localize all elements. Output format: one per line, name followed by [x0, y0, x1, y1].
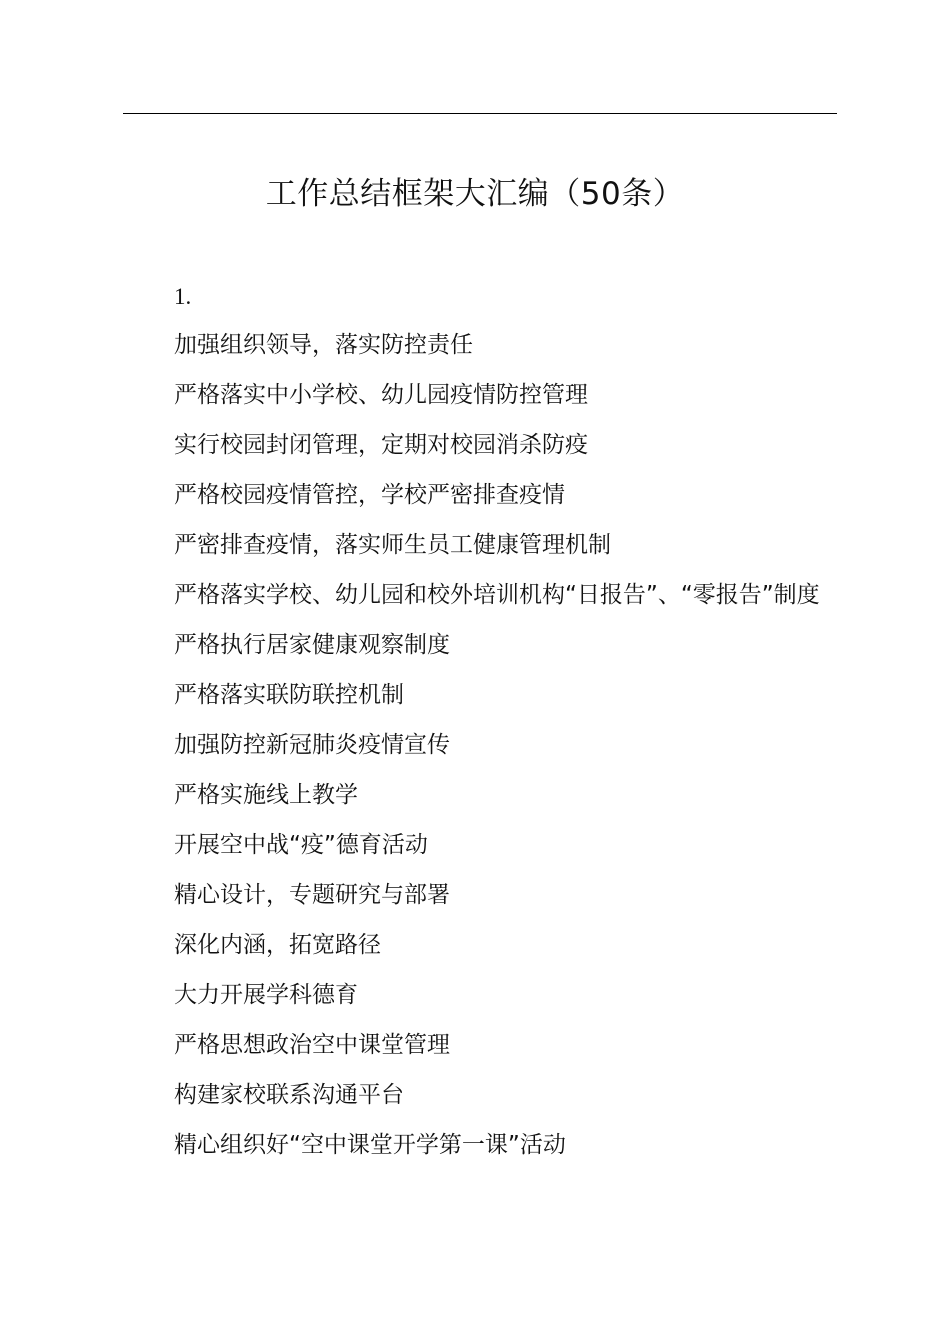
header-rule [123, 113, 837, 114]
list-item: 大力开展学科德育 [174, 982, 358, 1008]
list-item: 严密排查疫情，落实师生员工健康管理机制 [174, 532, 611, 558]
list-item: 构建家校联系沟通平台 [174, 1082, 404, 1108]
list-item: 严格执行居家健康观察制度 [174, 632, 450, 658]
section-number: 1. [174, 284, 192, 309]
list-item: 精心组织好“空中课堂开学第一课”活动 [174, 1132, 566, 1158]
list-item: 严格落实学校、幼儿园和校外培训机构“日报告”、“零报告”制度 [174, 582, 820, 608]
list-item: 严格实施线上教学 [174, 782, 358, 808]
list-item: 精心设计，专题研究与部署 [174, 882, 450, 908]
list-item: 加强组织领导，落实防控责任 [174, 332, 473, 358]
list-item: 实行校园封闭管理，定期对校园消杀防疫 [174, 432, 588, 458]
list-item: 开展空中战“疫”德育活动 [174, 832, 428, 858]
list-item: 严格落实中小学校、幼儿园疫情防控管理 [174, 382, 588, 408]
list-item: 加强防控新冠肺炎疫情宣传 [174, 732, 450, 758]
list-item: 深化内涵，拓宽路径 [174, 932, 381, 958]
body-lines [123, 320, 837, 1170]
list-item: 严格思想政治空中课堂管理 [174, 1032, 450, 1058]
document-title: 工作总结框架大汇编（50条） [265, 176, 685, 212]
list-item: 严格校园疫情管控，学校严密排查疫情 [174, 482, 565, 508]
list-item: 严格落实联防联控机制 [174, 682, 404, 708]
